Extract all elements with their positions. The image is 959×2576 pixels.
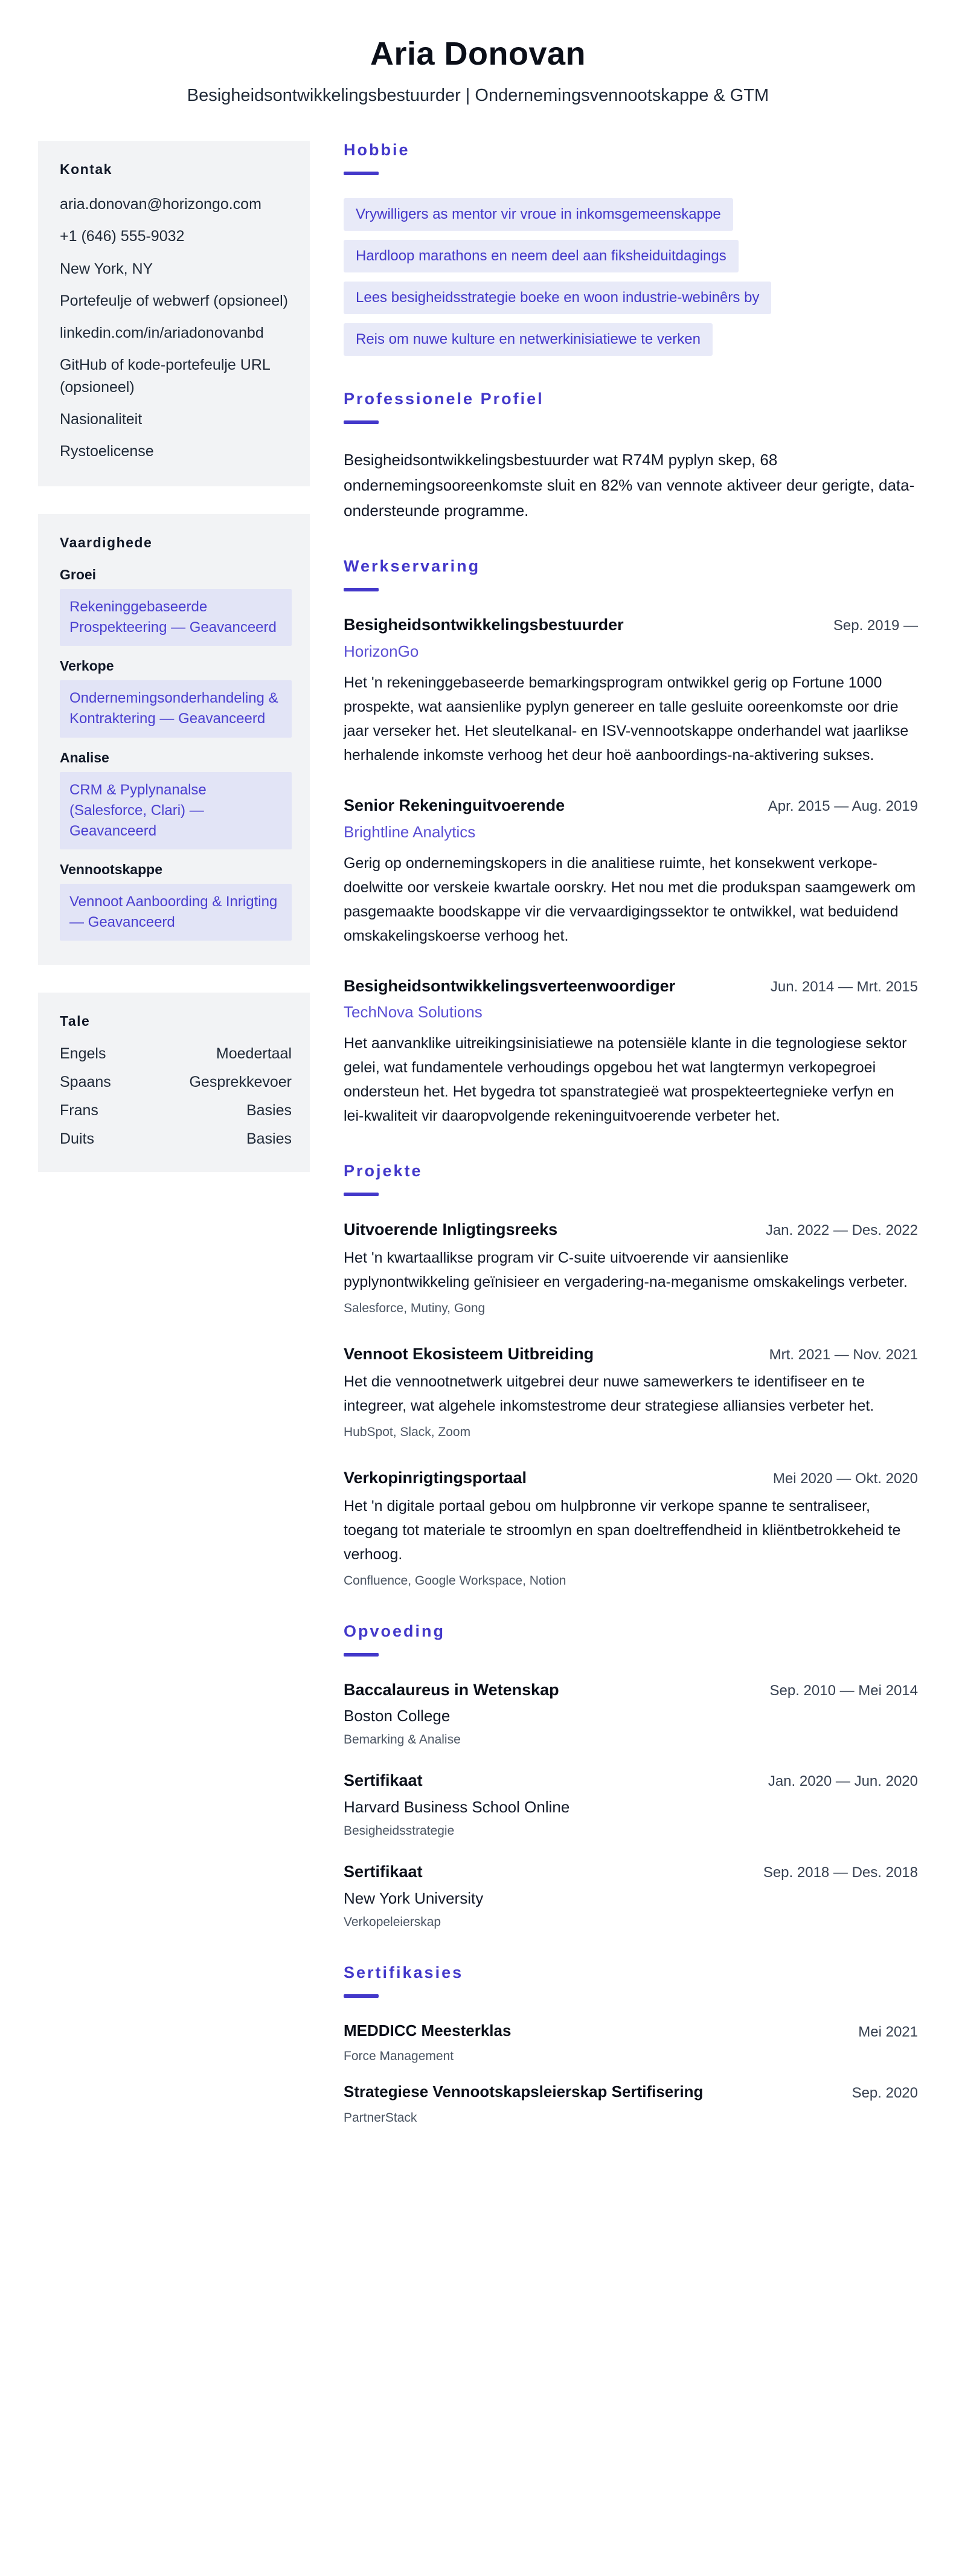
project-entry bbox=[344, 1344, 918, 1440]
sidebar bbox=[38, 141, 310, 1200]
project-dates: Mei 2020 — Okt. 2020 bbox=[772, 1470, 918, 1487]
skills-list bbox=[60, 567, 292, 941]
contact-item: GitHub of kode-portefeulje URL (opsioneel) bbox=[60, 356, 270, 396]
certification-issuer: PartnerStack bbox=[344, 2110, 417, 2125]
project-head bbox=[344, 1219, 918, 1241]
project-dates: Jan. 2022 — Des. 2022 bbox=[765, 1222, 918, 1239]
certification-head bbox=[344, 2082, 918, 2104]
candidate-subtitle: Besigheidsontwikkelingsbestuurder | Ondernemingsvennootskappe & GTM bbox=[187, 86, 769, 105]
project-entry bbox=[344, 1467, 918, 1588]
skill-group bbox=[60, 861, 292, 941]
skill-pill: Rekeninggebaseerde Prospekteering — Geavanceerd bbox=[60, 589, 292, 646]
job-entry bbox=[344, 614, 918, 767]
job-head bbox=[344, 614, 918, 636]
project-name: Uitvoerende Inligtingsreeks bbox=[344, 1220, 558, 1239]
education-entry bbox=[344, 1679, 918, 1748]
certification-entry bbox=[344, 2082, 918, 2125]
project-head bbox=[344, 1344, 918, 1365]
education-school: Harvard Business School Online bbox=[344, 1798, 570, 1817]
certification-list bbox=[344, 2021, 918, 2125]
section-projects bbox=[344, 1162, 918, 1588]
skill-group bbox=[60, 658, 292, 737]
contact-item: Rystoelicense bbox=[60, 443, 154, 460]
contact-item: Nasionaliteit bbox=[60, 410, 143, 428]
hobby-chip-list bbox=[344, 198, 918, 356]
language-level: Basies bbox=[246, 1130, 292, 1147]
skill-pill: Ondernemingsonderhandeling & Kontraktering — Geavanceerd bbox=[60, 680, 292, 737]
project-dates: Mrt. 2021 — Nov. 2021 bbox=[769, 1346, 918, 1363]
content-columns bbox=[38, 141, 918, 2159]
contact-title: Kontak bbox=[60, 161, 112, 177]
project-name: Verkopinrigtingsportaal bbox=[344, 1469, 527, 1487]
education-head bbox=[344, 1679, 918, 1701]
job-description: Het aanvanklike uitreikingsinisiatiewe na potensiële klante in die tegnologiese sektor gelei, wat fundamentele verhoudings opgebou het wat langtermyn verkopegroei ondersteun het. Het bygedra tot spanstrategieë wat prospekteertegnieke verfyn en lei-kwaliteit vir daaropvolgende rekeninguitvoerende verbeter het. bbox=[344, 1035, 907, 1125]
experience-title: Werkservaring bbox=[344, 557, 481, 576]
hobby-chip: Vrywilligers as mentor vir vroue in inkomsgemeenskappe bbox=[344, 198, 733, 231]
section-rule bbox=[344, 588, 379, 591]
job-role: Besigheidsontwikkelingsbestuurder bbox=[344, 616, 624, 634]
hobbies-title: Hobbie bbox=[344, 141, 410, 159]
education-dates: Sep. 2010 — Mei 2014 bbox=[769, 1682, 918, 1699]
certification-date: Mei 2021 bbox=[858, 2023, 918, 2040]
project-name: Vennoot Ekosisteem Uitbreiding bbox=[344, 1344, 594, 1363]
section-rule bbox=[344, 1193, 379, 1196]
section-education bbox=[344, 1622, 918, 1930]
main-column bbox=[344, 141, 918, 2159]
job-role: Senior Rekeninguitvoerende bbox=[344, 796, 565, 814]
education-degree: Sertifikaat bbox=[344, 1863, 423, 1881]
section-rule bbox=[344, 172, 379, 175]
skill-group bbox=[60, 750, 292, 849]
contact-item: aria.donovan@horizongo.com bbox=[60, 196, 261, 213]
project-entry bbox=[344, 1219, 918, 1316]
skill-group-label: Verkope bbox=[60, 658, 114, 674]
job-head bbox=[344, 795, 918, 817]
job-dates: Sep. 2019 — bbox=[833, 617, 918, 634]
certifications-title: Sertifikasies bbox=[344, 1963, 464, 1982]
certification-date: Sep. 2020 bbox=[852, 2085, 918, 2102]
job-company: TechNova Solutions bbox=[344, 1003, 483, 1022]
project-description: Het die vennootnetwerk uitgebrei deur nuwe samewerkers te identifiseer en te integreer, wat algehele inkomstestrome deur strategiese alliansies verbeter het. bbox=[344, 1373, 874, 1415]
education-degree: Sertifikaat bbox=[344, 1771, 423, 1790]
certification-name: Strategiese Vennootskapsleierskap Sertifisering bbox=[344, 2082, 704, 2101]
education-title: Opvoeding bbox=[344, 1621, 445, 1640]
language-name: Frans bbox=[60, 1101, 98, 1119]
contact-list bbox=[60, 193, 292, 462]
section-profile bbox=[344, 390, 918, 523]
education-dates: Jan. 2020 — Jun. 2020 bbox=[768, 1773, 918, 1790]
section-experience bbox=[344, 557, 918, 1128]
candidate-name: Aria Donovan bbox=[370, 36, 586, 72]
skill-group-label: Analise bbox=[60, 749, 109, 765]
project-head bbox=[344, 1467, 918, 1489]
education-field: Verkopeleierskap bbox=[344, 1914, 441, 1929]
education-field: Bemarking & Analise bbox=[344, 1733, 461, 1747]
education-head bbox=[344, 1861, 918, 1883]
language-row bbox=[60, 1074, 292, 1091]
skill-pill: CRM & Pyplynanalse (Salesforce, Clari) — Geavanceerd bbox=[60, 772, 292, 849]
job-dates: Apr. 2015 — Aug. 2019 bbox=[768, 797, 918, 814]
contact-box bbox=[38, 141, 310, 486]
languages-title: Tale bbox=[60, 1013, 91, 1029]
contact-item: New York, NY bbox=[60, 260, 153, 277]
education-head bbox=[344, 1770, 918, 1792]
hobby-chip: Reis om nuwe kulture en netwerkinisiatiewe te verken bbox=[344, 323, 713, 356]
education-entry bbox=[344, 1770, 918, 1838]
language-name: Duits bbox=[60, 1130, 94, 1147]
resume-header bbox=[38, 35, 918, 106]
job-dates: Jun. 2014 — Mrt. 2015 bbox=[770, 978, 918, 995]
job-company: Brightline Analytics bbox=[344, 822, 476, 841]
job-entry bbox=[344, 795, 918, 948]
job-entry bbox=[344, 976, 918, 1129]
projects-title: Projekte bbox=[344, 1162, 423, 1180]
hobby-chip: Lees besigheidsstrategie boeke en woon industrie-webinêrs by bbox=[344, 282, 771, 314]
skill-group-label: Groei bbox=[60, 567, 97, 583]
hobby-chip: Hardloop marathons en neem deel aan fiksheiduitdagings bbox=[344, 240, 739, 272]
certification-issuer: Force Management bbox=[344, 2049, 454, 2064]
language-name: Spaans bbox=[60, 1073, 111, 1090]
skills-title: Vaardighede bbox=[60, 535, 153, 551]
job-company: HorizonGo bbox=[344, 642, 419, 660]
section-rule bbox=[344, 1653, 379, 1657]
certification-head bbox=[344, 2021, 918, 2043]
education-school: New York University bbox=[344, 1889, 484, 1907]
skill-group bbox=[60, 567, 292, 646]
section-rule bbox=[344, 420, 379, 424]
education-degree: Baccalaureus in Wetenskap bbox=[344, 1680, 559, 1699]
languages-box bbox=[38, 993, 310, 1172]
education-field: Besigheidsstrategie bbox=[344, 1824, 455, 1838]
education-dates: Sep. 2018 — Des. 2018 bbox=[763, 1864, 918, 1881]
job-role: Besigheidsontwikkelingsverteenwoordiger bbox=[344, 976, 676, 995]
skill-pill: Vennoot Aanboording & Inrigting — Geavanceerd bbox=[60, 884, 292, 941]
language-row bbox=[60, 1102, 292, 1119]
contact-item: linkedin.com/in/ariadonovanbd bbox=[60, 324, 264, 341]
language-row bbox=[60, 1130, 292, 1148]
project-tools: Salesforce, Mutiny, Gong bbox=[344, 1301, 486, 1315]
section-hobbies bbox=[344, 141, 918, 356]
project-tools: HubSpot, Slack, Zoom bbox=[344, 1425, 471, 1440]
job-description: Het 'n rekeninggebaseerde bemarkingsprogram ontwikkel gerig op Fortune 1000 prospekte, wat aansienlike pyplyn genereer en talle gesluite ooreenkomste oor drie jaar verseker het. Het sleutelkanal- en ISV-vennootskappe onderhandel wat jaarlikse herhalende inkomste verhoog het deur hoë aanboordings-na-aktivering sukses. bbox=[344, 674, 909, 764]
language-level: Basies bbox=[246, 1101, 292, 1119]
skill-group-label: Vennootskappe bbox=[60, 861, 162, 877]
section-rule bbox=[344, 1994, 379, 1998]
certification-name: MEDDICC Meesterklas bbox=[344, 2021, 512, 2040]
education-school: Boston College bbox=[344, 1707, 451, 1725]
profile-text: Besigheidsontwikkelingsbestuurder wat R74M pyplyn skep, 68 ondernemingsooreenkomste sluit en 82% van vennote aktiveer deur gerigte, data-ondersteunde programme. bbox=[344, 451, 915, 520]
language-level: Gesprekkevoer bbox=[189, 1073, 292, 1090]
job-head bbox=[344, 976, 918, 997]
job-description: Gerig op ondernemingskopers in die analitiese ruimte, het konsekwent verkope-doelwitte oor verskeie kwartale oorskry. Het nou met die produkspan saamgewerk om pasgemaakte boodskappe vir die vervaardigingssektor te ontwikkel, wat beduidend omskakelingskoerse verhoog het. bbox=[344, 854, 916, 944]
contact-item: +1 (646) 555-9032 bbox=[60, 228, 185, 245]
education-entry bbox=[344, 1861, 918, 1930]
languages-list bbox=[60, 1045, 292, 1148]
education-list bbox=[344, 1679, 918, 1930]
job-list bbox=[344, 614, 918, 1128]
language-row bbox=[60, 1045, 292, 1063]
profile-title: Professionele Profiel bbox=[344, 390, 544, 408]
project-tools: Confluence, Google Workspace, Notion bbox=[344, 1573, 566, 1588]
project-description: Het 'n kwartaallikse program vir C-suite uitvoerende vir aansienlike pyplynontwikkeling geïnisieer en vergadering-na-meganisme omskakelings verbeter. bbox=[344, 1249, 908, 1290]
certification-entry bbox=[344, 2021, 918, 2064]
section-certifications bbox=[344, 1963, 918, 2125]
language-name: Engels bbox=[60, 1045, 106, 1062]
language-level: Moedertaal bbox=[216, 1045, 292, 1062]
skills-box bbox=[38, 514, 310, 965]
project-description: Het 'n digitale portaal gebou om hulpbronne vir verkope spanne te sentraliseer, toegang tot materiale te stroomlyn en span doeltreffendheid in kliëntbetrokkeheid te verhoog. bbox=[344, 1497, 901, 1563]
contact-item: Portefeulje of webwerf (opsioneel) bbox=[60, 292, 288, 309]
project-list bbox=[344, 1219, 918, 1588]
